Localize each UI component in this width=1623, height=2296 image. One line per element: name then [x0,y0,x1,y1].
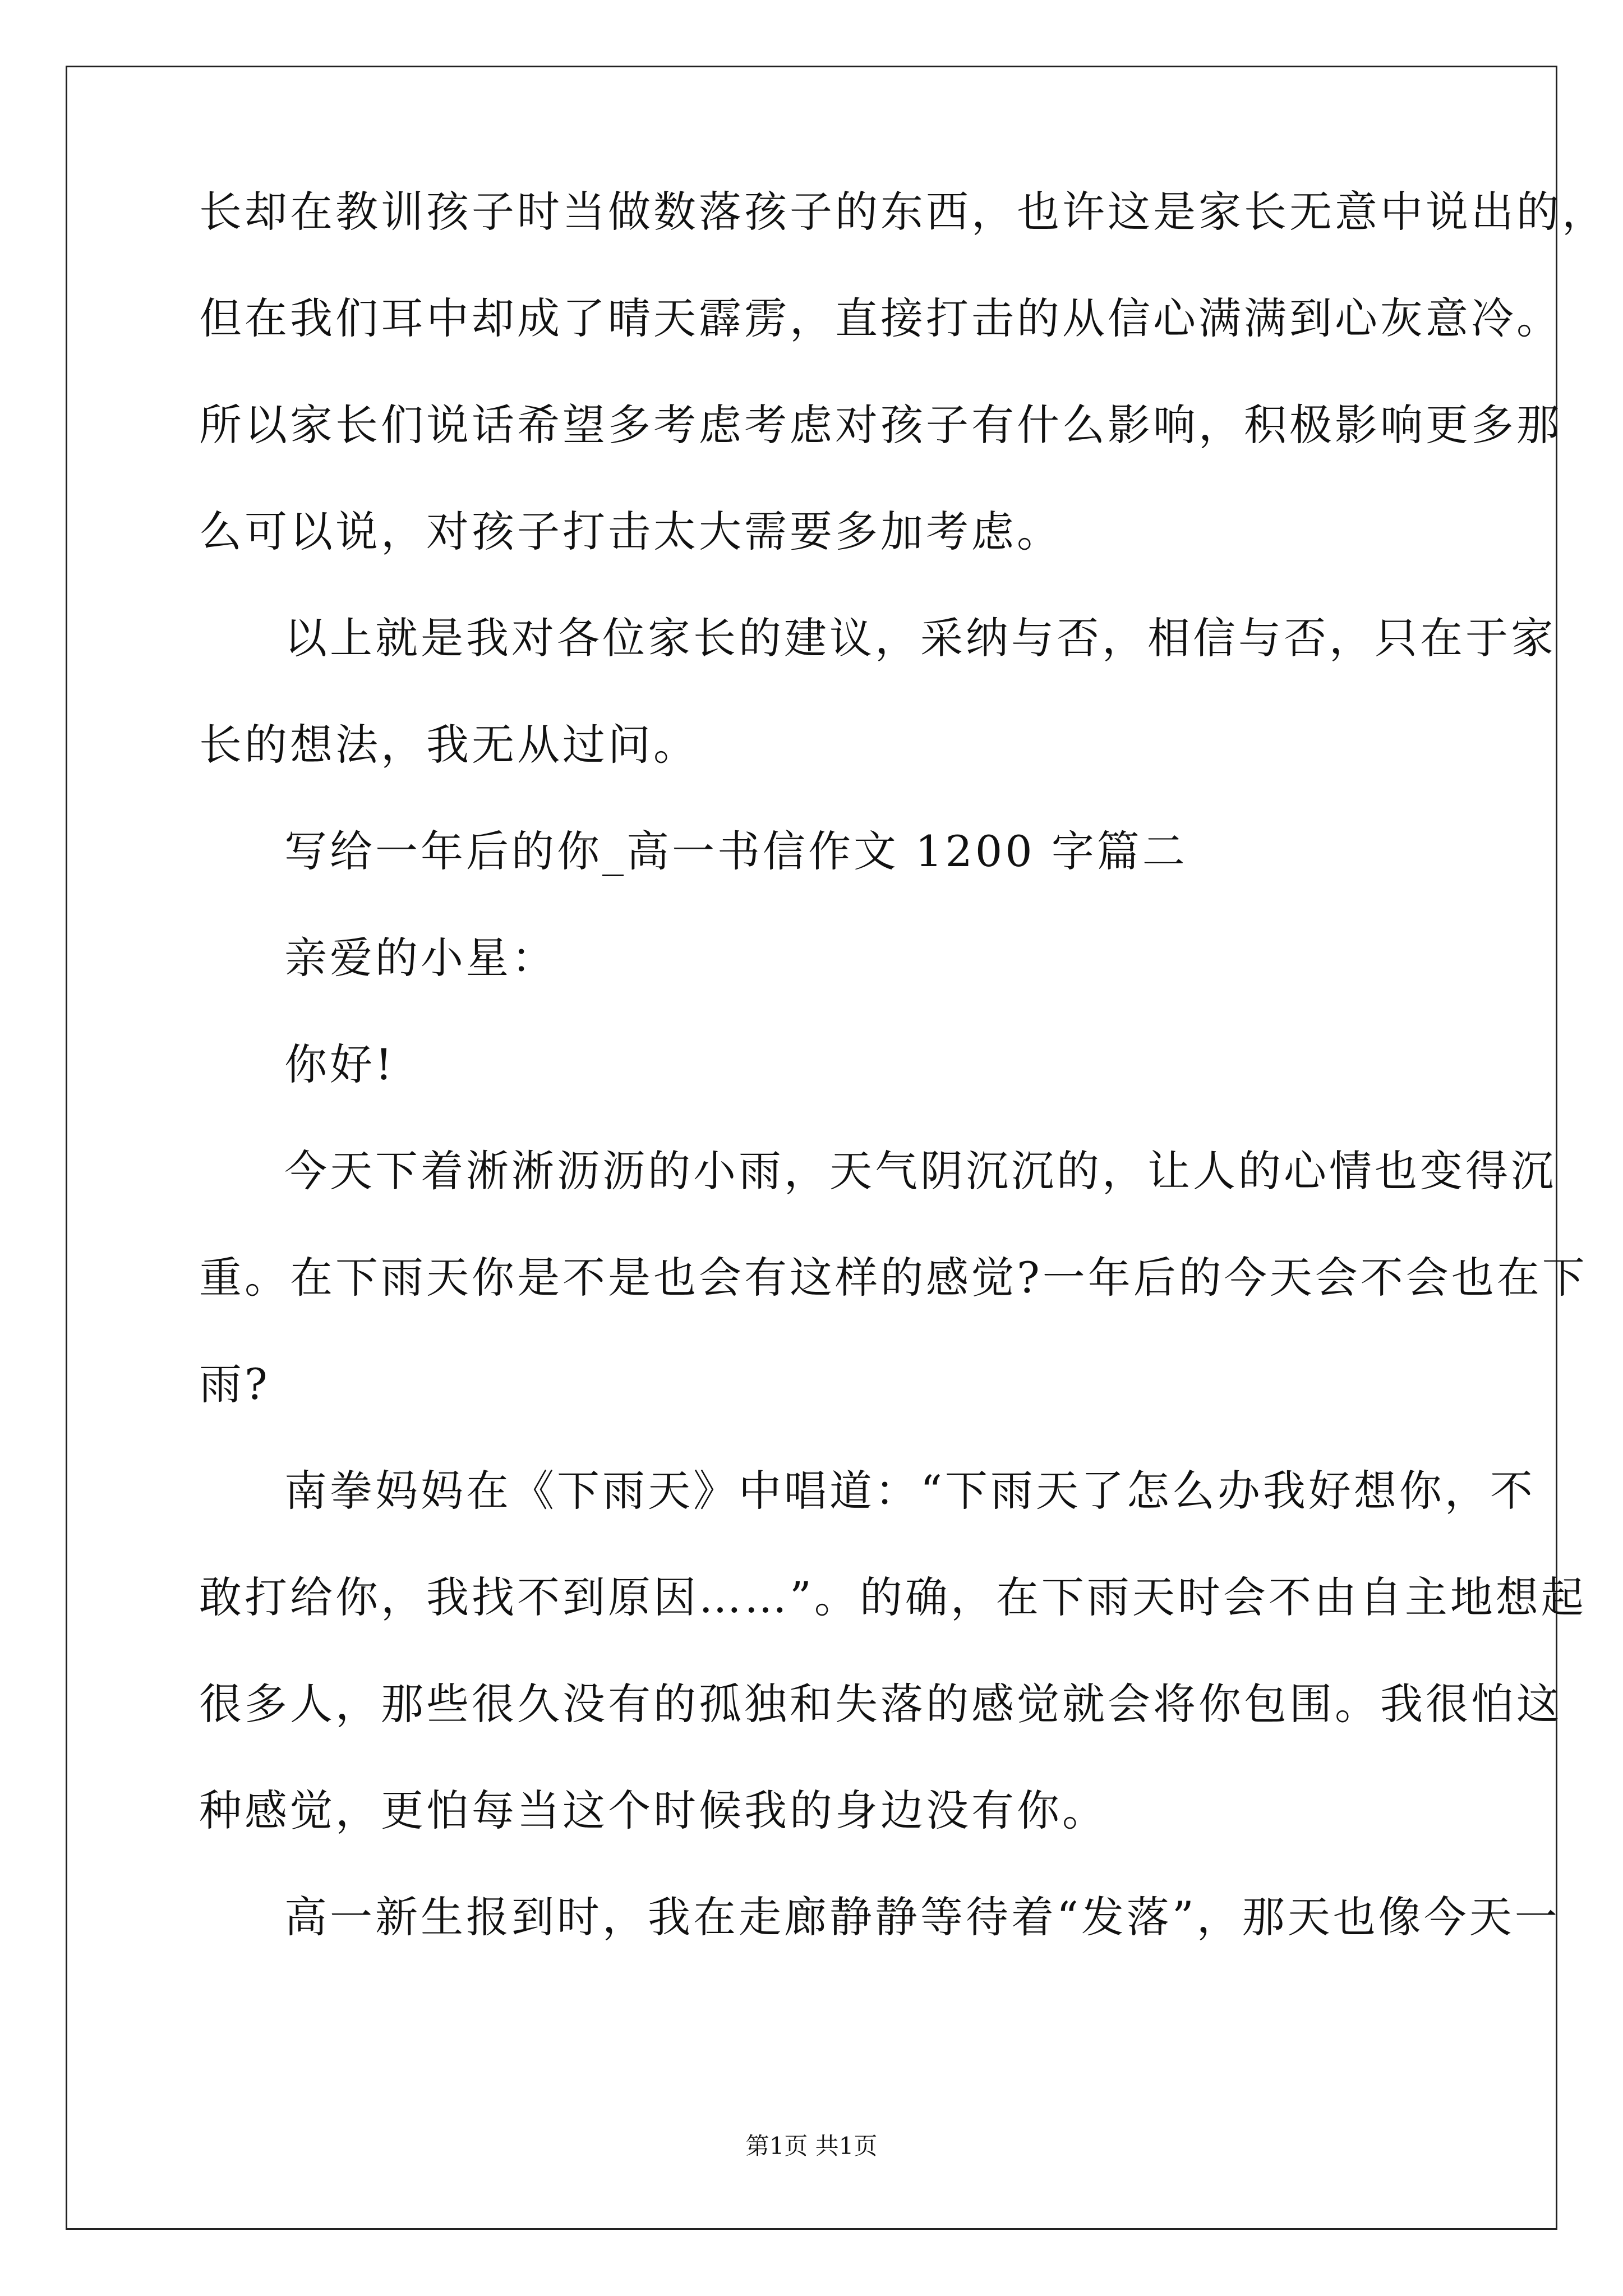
text-line: 长却在教训孩子时当做数落孩子的东西，也许这是家长无意中说出的， [199,187,1607,237]
text-line: 重。在下雨天你是不是也会有这样的感觉?一年后的今天会不会也在下 [199,1253,1588,1303]
text-line: 高一新生报到时，我在走廊静静等待着“发落”，那天也像今天一 [284,1892,1560,1942]
greeting: 你好! [284,1039,395,1089]
salutation: 亲爱的小星： [284,933,557,983]
text-line: 敢打给你，我找不到原因……”。的确，在下雨天时会不由自主地想起 [199,1572,1587,1622]
text-line: 以上就是我对各位家长的建议，采纳与否，相信与否，只在于家 [284,613,1556,663]
text-line: 南拳妈妈在《下雨天》中唱道：“下雨天了怎么办我好想你，不 [284,1466,1536,1516]
text-line: 种感觉，更怕每当这个时候我的身边没有你。 [199,1786,1108,1835]
text-line: 今天下着淅淅沥沥的小雨，天气阴沉沉的，让人的心情也变得沉 [284,1146,1556,1196]
section-heading: 写给一年后的你_高一书信作文 1200 字篇二 [284,826,1188,876]
text-line: 所以家长们说话希望多考虑考虑对孩子有什么影响，积极影响更多那 [199,400,1562,450]
text-line: 但在我们耳中却成了晴天霹雳，直接打击的从信心满满到心灰意冷。 [199,293,1562,343]
text-line: 长的想法，我无从过问。 [199,720,699,770]
page-number: 第1页 共1页 [745,2132,878,2160]
text-line: 很多人，那些很久没有的孤独和失落的感觉就会将你包围。我很怕这 [199,1679,1562,1729]
text-line: 么可以说，对孩子打击太大需要多加考虑。 [199,507,1062,556]
text-line: 雨? [199,1359,270,1409]
